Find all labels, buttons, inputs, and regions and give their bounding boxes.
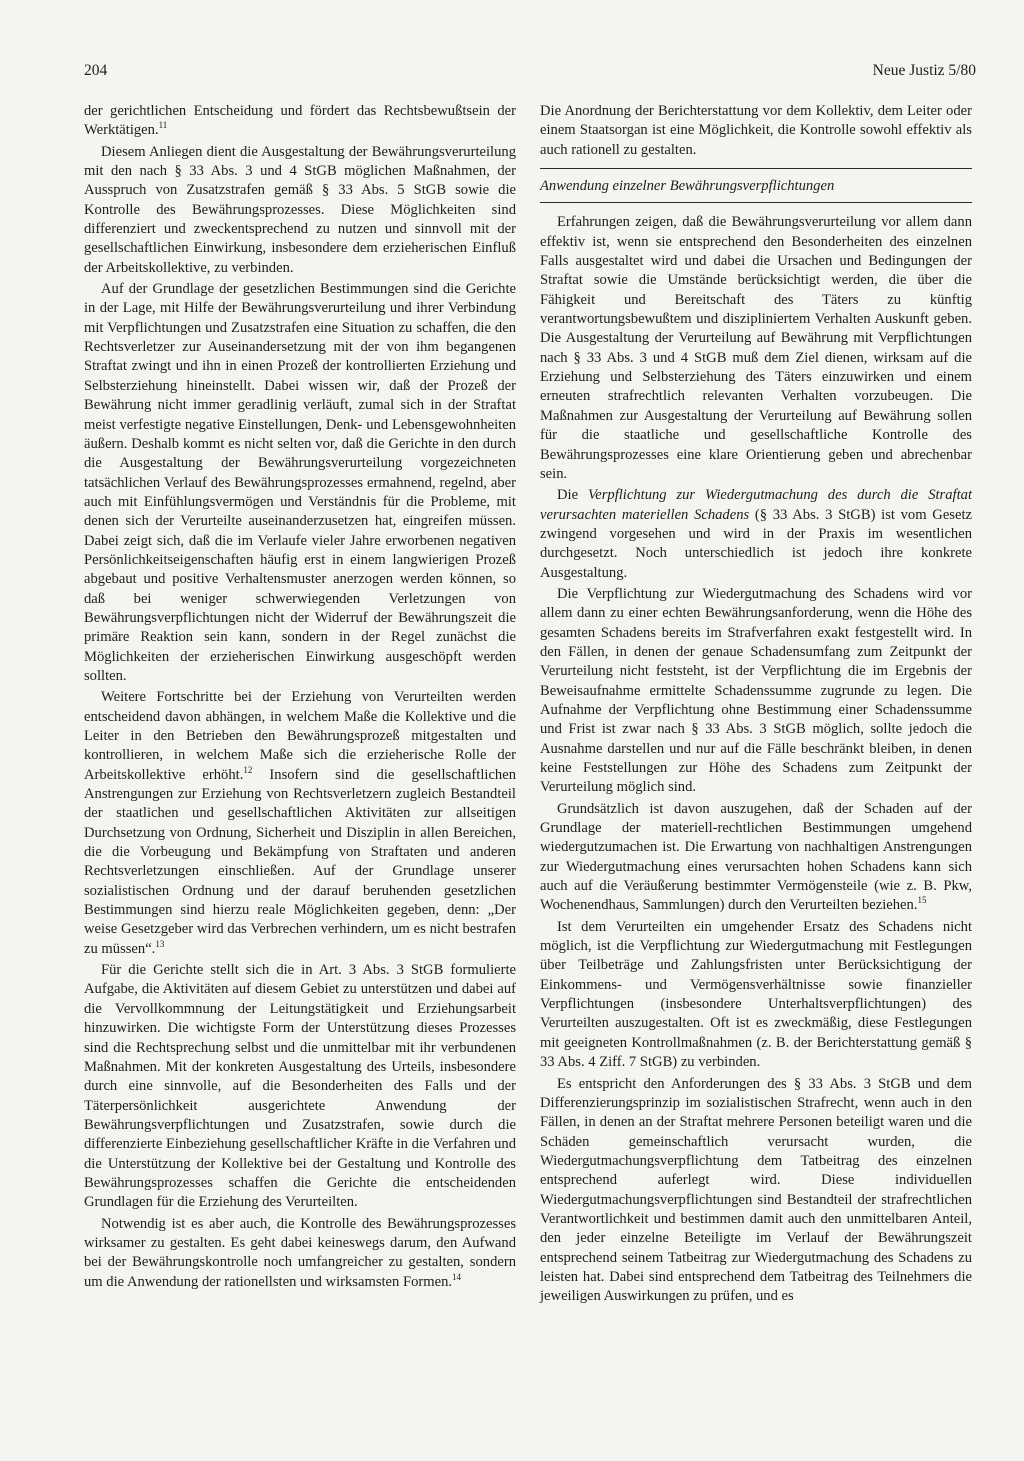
paragraph: Für die Gerichte stellt sich die in Art. 3 Abs. 3 StGB formulierte Aufgabe, die Aktivitäten auf diesem Gebiet zu unterstützen und dabei auf die Vervollkommnung der Leitungstätigkeit und Erziehungsarbeit hinzuwirken. Die wichtigste Form der Unterstützung dieses Prozesses sind die Rechtsprechung selbst und die unmittelbar mit ihr verbundenen Maßnahmen. Mit der konkreten Ausgestaltung des Urteils, insbesondere durch eine sinnvolle, auf die Besonderheiten des Falls und der Täterpersönlichkeit ausgerichtete Anwendung der Bewährungsverpflichtungen und Zusatzstrafen, sowie durch die differenzierte Einbeziehung gesellschaftlicher Kräfte in die Verfahren und die Unterstützung der Kollektive bei der Gestaltung und Kontrolle des Bewährungsprozesses schaffen die Gerichte die entscheidenden Grundlagen für die Erziehung des Verurteilten. xyxy=(84,962,516,1211)
journal-issue: Neue Justiz 5/80 xyxy=(872,62,976,79)
section-divider xyxy=(540,168,972,169)
footnote-ref[interactable]: 11 xyxy=(158,120,168,131)
footnote-ref[interactable]: 14 xyxy=(452,1271,462,1282)
emphasis: Verpflichtung zur Wiedergutmachung des durch die Straftat verursachten materiellen Schadens xyxy=(540,487,972,523)
paragraph: Die Verpflichtung zur Wiedergutmachung des Schadens wird vor allem dann zu einer echten Bewährungsanforderung, wenn die Höhe des gesamten Schadens bereits im Strafverfahren exakt festgestellt wird. In den Fällen, in denen der genaue Schadensumfang zum Zeitpunkt der Verurteilung nicht feststeht, ist der Verpflichtung die im Ergebnis der Beweisaufnahme ermittelte Schadenssumme zugrunde zu legen. Die Aufnahme der Verpflichtung ohne Bestimmung einer Schadenssumme und Frist ist zwar nach § 33 Abs. 3 StGB möglich, sollte jedoch die Ausnahme darstellen und nur auf die Fälle beschränkt bleiben, in denen keine Feststellungen zur Höhe des Schadens zum Zeitpunkt der Verurteilung möglich sind. xyxy=(540,585,972,796)
paragraph: Die Verpflichtung zur Wiedergutmachung des durch die Straftat verursachten materiellen Schadens (§ 33 Abs. 3 StGB) ist vom Gesetz zwingend vorgesehen und wird in der Praxis im wesentlichen durchgesetzt. Noch unterschiedlich ist jedoch ihre konkrete Ausgestaltung. xyxy=(540,487,972,581)
footnote-ref[interactable]: 12 xyxy=(243,764,253,775)
paragraph: Es entspricht den Anforderungen des § 33 Abs. 3 StGB und dem Differenzierungsprinzip im sozialistischen Strafrecht, wenn auch in den Fällen, in denen an der Straftat mehrere Personen beteiligt waren und die Schäden gemeinschaftlich verursacht wurden, die Wiedergutmachungsverpflichtung dem Tatbeitrag des einzelnen entsprechend auferlegt wird. Diese individuellen Wiedergutmachungsverpflichtungen sind Bestandteil der strafrechtlichen Verantwortlichkeit und bestimmen damit auch den unmittelbaren Anteil, den jeder einzelne Beteiligte im Verlauf der Bewährungszeit entsprechend seinem Tatbeitrag zur Wiedergutmachung des Schadens zu leisten hat. Dabei sind entsprechend dem Tatbeitrag des Teilnehmers die jeweiligen Auswirkungen zu prüfen, und es xyxy=(540,1075,972,1305)
paragraph: Weitere Fortschritte bei der Erziehung von Verurteilten werden entscheidend davon abhängen, in welchem Maße die Kollektive und die Leiter in den Betrieben den Bewährungsprozeß mitgestalten und kontrollieren, in welchem Maße sich die erzieherische Rolle der Arbeitskollektive erhöht.$^{12}$ Insofern sind die gesellschaftlichen Anstrengungen zur Erziehung von Rechtsverletzern zugleich Bestandteil der staatlichen und gesellschaftlichen Aktivitäten zur allseitigen Durchsetzung von Ordnung, Sicherheit und Disziplin in allen Bereichen, die die Vorbeugung und Bekämpfung von Straftaten und anderen Rechtsverletzungen einschließen. Auf der Grundlage unserer sozialistischen Ordnung und der darauf beruhenden gesetzlichen Bestimmungen sind hierzu reale Möglichkeiten gegeben, denn: „Der weise Gesetzgeber wird das Verbrechen verhindern, um es nicht bestrafen zu müssen“.$^{13}$ xyxy=(84,689,517,957)
page-number: 204 xyxy=(84,62,108,79)
paragraph: Diesem Anliegen dient die Ausgestaltung der Bewährungsverurteilung mit den nach § 33 Abs. 3 und 4 StGB möglichen Maßnahmen, der Ausspruch von Zusatzstrafen gemäß § 33 Abs. 5 StGB sowie die Kontrolle des Bewährungsprozesses. Diese Möglichkeiten sind differenziert und zweckentsprechend zu nutzen und sinnvoll mit der gesellschaftlichen Einwirkung, insbesondere dem erzieherischen Einfluß der Arbeitskollektive, zu verbinden. xyxy=(84,143,516,276)
footnote-ref[interactable]: 15 xyxy=(917,895,927,906)
page-header xyxy=(84,62,976,84)
paragraph: Notwendig ist es aber auch, die Kontrolle des Bewährungsprozesses wirksamer zu gestalten. Es geht dabei keineswegs darum, den Aufwand bei der Bewährungskontrolle noch umfangreicher zu gestalten, sondern um die Anwendung der rationellsten und wirksamsten Formen.$^{14}$ xyxy=(84,1215,516,1290)
paragraph: Ist dem Verurteilten ein umgehender Ersatz des Schadens nicht möglich, ist die Verpflichtung zur Wiedergutmachung mit Festlegungen über Teilbeträge und Zahlungsfristen unter Berücksichtigung der Einkommens- und Vermögensverhältnisse sowie finanzieller Verpflichtungen (insbesondere Unterhaltsverpflichtungen) des Verurteilten auszugestalten. Oft ist es zweckmäßig, diese Festlegungen mit geeigneten Kontrollmaßnahmen (z. B. der Berichterstattung gemäß § 33 Abs. 4 Ziff. 7 StGB) zu verbinden. xyxy=(540,918,972,1071)
footnote-ref[interactable]: 13 xyxy=(155,938,165,949)
paragraph: Erfahrungen zeigen, daß die Bewährungsverurteilung vor allem dann effektiv ist, wenn sie entsprechend den Besonderheiten des einzelnen Falls ausgestaltet wird und dabei die Ursachen und Bedingungen der Straftat sowie die Umstände berücksichtigt werden, die über die Fähigkeit und Bereitschaft des Täters zu künftig verantwortungsbewußtem und diszipliniertem Verhalten Auskunft geben. Die Ausgestaltung der Verurteilung auf Bewährung mit Verpflichtungen nach § 33 Abs. 3 und 4 StGB muß dem Ziel dienen, wirksam auf die Erziehung und Selbsterziehung des Täters einzuwirken und einem erneuten strafrechtlich relevanten Verhalten vorzubeugen. Die Maßnahmen zur Ausgestaltung der Verurteilung auf Bewährung sollen für die staatliche und gesellschaftliche Kontrolle des Bewährungsprozesses eine klare Orientierung geben und abrechenbar sein. xyxy=(540,214,972,482)
left-column xyxy=(84,102,516,1294)
paragraph: der gerichtlichen Entscheidung und fördert das Rechtsbewußtsein der Werktätigen.$^{11}$ xyxy=(84,103,516,139)
paragraph: Die Anordnung der Berichterstattung vor dem Kollektiv, dem Leiter oder einem Staatsorgan ist eine Möglichkeit, die Kontrolle sowohl effektiv als auch rationell zu gestalten. xyxy=(540,103,972,158)
paragraph: Auf der Grundlage der gesetzlichen Bestimmungen sind die Gerichte in der Lage, mit Hilfe der Bewährungsverurteilung und ihrer Verbindung mit Verpflichtungen und Zusatzstrafen eine Situation zu schaffen, die den Rechtsverletzer zur Auseinandersetzung mit der von ihm begangenen Straftat zwingt und ihn in einen Prozeß der kontrollierten Erziehung und Selbsterziehung hineinstellt. Dabei wissen wir, daß der Prozeß der Bewährung nicht immer geradlinig verläuft, zumal sich in der Straftat meist verfestigte negative Einstellungen, Denk- und Lebensgewohnheiten äußern. Deshalb kommt es nicht selten vor, daß die Gerichte in den durch die Ausgestaltung der Bewährungsverurteilung vorgezeichneten tatsächlichen Verlauf des Bewährungsprozesses ermahnend, regelnd, aber auch mit Einfühlungsvermögen und Verständnis für die Probleme, mit denen sich der Verurteilte auseinanderzusetzen hat, eingreifen müssen. Dabei zeigt sich, daß die im Verlaufe vieler Jahre erworbenen negativen Persönlichkeitseigenschaften häufig erst in einem langwierigen Prozeß abgebaut und positive Verhaltensmuster anerzogen werden können, so daß bei weniger schwerwiegenden Verletzungen von Bewährungsverpflichtungen nicht der Widerruf der Bewährungszeit die primäre Reaktion sein kann, sondern in der Regel zunächst die Möglichkeiten der erzieherischen Einwirkung ausgeschöpft werden sollten. xyxy=(84,281,516,684)
section-heading: Anwendung einzelner Bewährungsverpflichtungen xyxy=(540,177,972,203)
paragraph: Grundsätzlich ist davon auszugehen, daß der Schaden auf der Grundlage der materiell-rechtlichen Bestimmungen umgehend wiedergutzumachen ist. Die Erwartung von nachhaltigen Anstrengungen zur Wiedergutmachung eines verursachten hohen Schadens kann sich auch auf die Veräußerung bestimmter Vermögensteile (wie z. B. Pkw, Wochenendhaus, Sammlungen) durch den Verurteilten beziehen.$^{15}$ xyxy=(540,800,972,914)
right-column xyxy=(540,102,972,1309)
